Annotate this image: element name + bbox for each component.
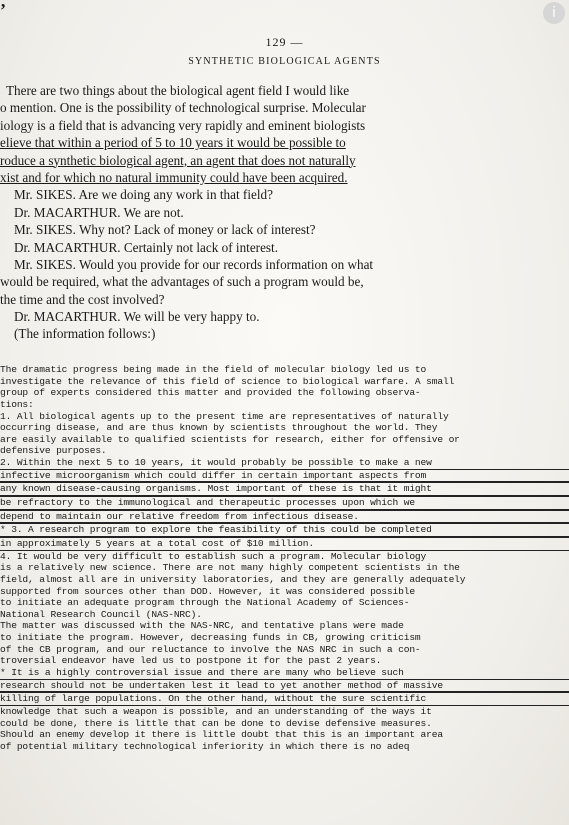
memo-line: in approximately 5 years at a total cost of $10 million. (0, 537, 569, 551)
testimony-line: Mr. SIKES. Why not? Lack of money or lack of interest? (14, 222, 316, 238)
memo-line: group of experts considered this matter and provided the following observa- (0, 387, 421, 399)
testimony-line: roduce a synthetic biological agent, an agent that does not naturally (0, 152, 356, 168)
memo-line: Should an enemy develop it there is little doubt that this is an important area (0, 729, 443, 741)
testimony-line: would be required, what the advantages of such a program would be, (0, 274, 364, 290)
memo-line: research should not be undertaken lest it lead to yet another method of massive (0, 679, 569, 693)
memo-line: 1. All biological agents up to the present time are representatives of naturally (0, 410, 449, 422)
memo-line: occurring disease, and are thus known by scientists throughout the world. They (0, 422, 438, 434)
info-icon[interactable]: i (543, 2, 565, 24)
testimony-line: the time and the cost involved? (0, 291, 165, 307)
memo-line: depend to maintain our relative freedom from infectious disease. (0, 510, 569, 524)
memo-line: tions: (0, 398, 34, 410)
memo-line: killing of large populations. On the other hand, without the sure scientific (0, 692, 569, 706)
memo-line: 4. It would be very difficult to establish such a program. Molecular biology (0, 550, 427, 562)
testimony-line: Mr. SIKES. Would you provide for our records information on what (14, 256, 374, 272)
testimony-line: iology is a field that is advancing very rapidly and eminent biologists (0, 117, 366, 133)
memo-text (0, 364, 569, 753)
memo-line: to initiate an adequate program through the National Academy of Sciences- (0, 597, 410, 609)
testimony-text (0, 82, 569, 343)
memo-line: of the CB program, and our reluctance to involve the NAS NRC in such a con- (0, 643, 421, 655)
memo-line: defensive purposes. (0, 445, 107, 457)
testimony-line: Dr. MACARTHUR. Certainly not lack of interest. (14, 239, 279, 255)
memo-line: of potential military technological inferiority in which there is no adeq (0, 740, 410, 752)
memo-line: any known disease-causing organisms. Most important of these is that it might (0, 482, 569, 496)
testimony-line: Dr. MACARTHUR. We will be very happy to. (14, 309, 260, 325)
memo-line: knowledge that such a weapon is possible, and an understanding of the ways it (0, 705, 432, 717)
corner-scan-mark: ʼ (0, 0, 6, 20)
testimony-line: xist and for which no natural immunity could have been acquired. (0, 169, 348, 185)
memo-line: is a relatively new science. There are not many highly competent scientists in the (0, 562, 460, 574)
memo-line: to initiate the program. However, decreasing funds in CB, growing criticism (0, 632, 421, 644)
memo-line: The dramatic progress being made in the field of molecular biology led us to (0, 364, 427, 375)
memo-line: * It is a highly controversial issue and there are many who believe such (0, 667, 404, 679)
testimony-line: Dr. MACARTHUR. We are not. (14, 204, 184, 220)
memo-line: 2. Within the next 5 to 10 years, it would probably be possible to make a new (0, 457, 432, 469)
testimony-line: There are two things about the biological agent field I would like (6, 83, 350, 98)
memo-line: infective microorganism which could differ in certain important aspects from (0, 469, 569, 483)
page-number: 129 — (265, 35, 304, 49)
memo-line: National Research Council (NAS-NRC). (0, 608, 202, 620)
memo-line: be refractory to the immunological and therapeutic processes upon which we (0, 496, 569, 510)
memo-line: field, almost all are in university laboratories, and they are generally adequately (0, 573, 466, 585)
memo-line: could be done, there is little that can be done to devise defensive measures. (0, 717, 432, 729)
running-header: SYNTHETIC BIOLOGICAL AGENTS (188, 56, 381, 67)
testimony-line: (The information follows:) (14, 326, 156, 342)
testimony-line: o mention. One is the possibility of technological surprise. Molecular (0, 100, 366, 116)
memo-line: troversial endeavor have led us to postpone it for the past 2 years. (0, 655, 382, 667)
memo-line: investigate the relevance of this field of science to biological warfare. A small (0, 375, 455, 387)
testimony-line: Mr. SIKES. Are we doing any work in that field? (14, 187, 273, 203)
memo-line: are easily available to qualified scientists for research, either for offensive or (0, 433, 460, 445)
memo-line: The matter was discussed with the NAS-NRC, and tentative plans were made (0, 620, 404, 632)
testimony-line: elieve that within a period of 5 to 10 years it would be possible to (0, 135, 346, 151)
memo-line: * 3. A research program to explore the feasibility of this could be completed (0, 523, 569, 537)
memo-line: supported from sources other than DOD. However, it was considered possible (0, 585, 415, 597)
